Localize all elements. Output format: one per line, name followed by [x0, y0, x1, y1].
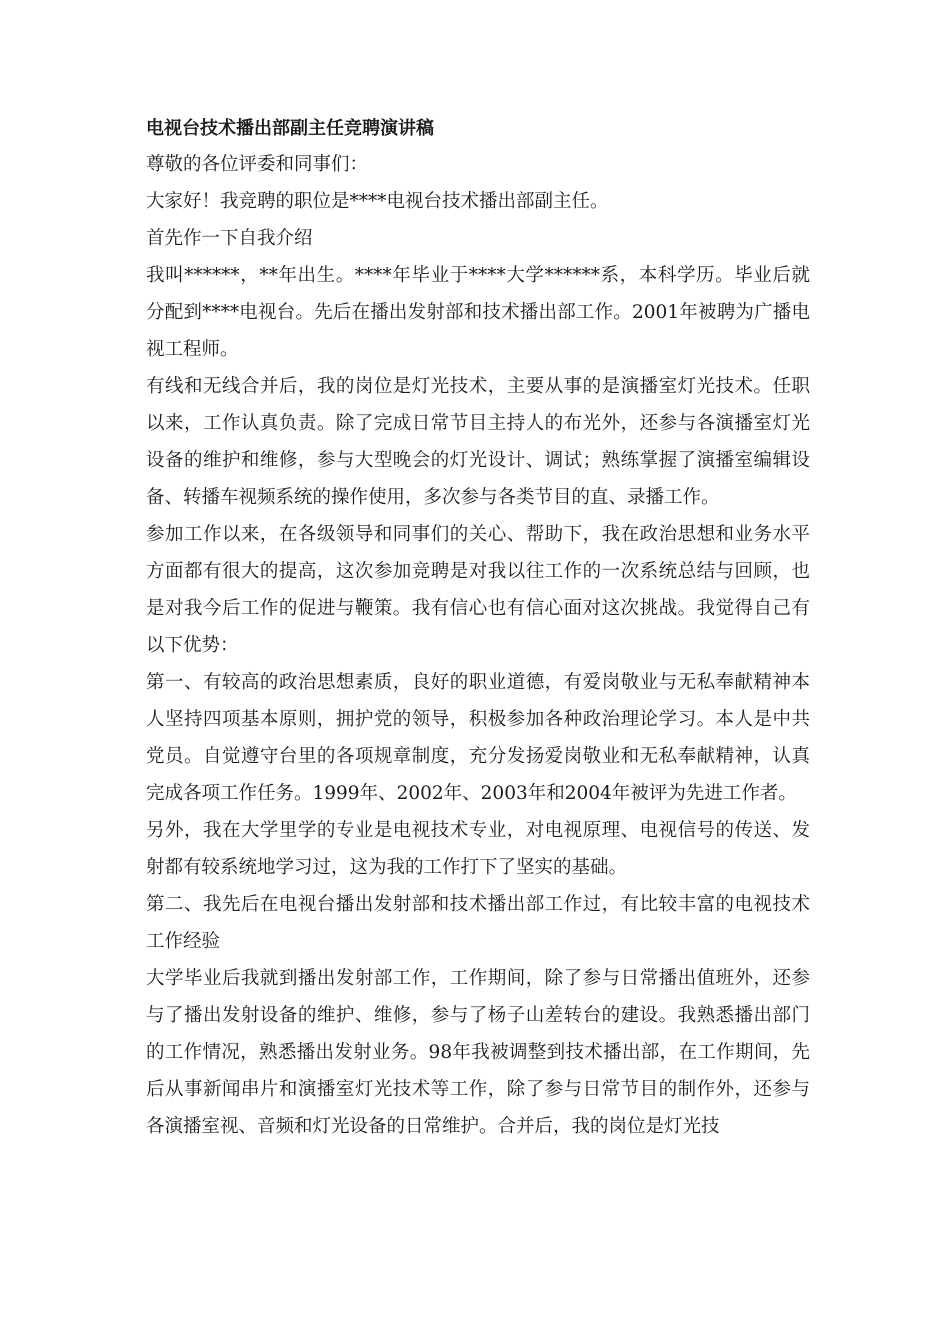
paragraph-advantage-one: 第一、有较高的政治思想素质，良好的职业道德，有爱岗敬业与无私奉献精神本人坚持四项基本原则，拥护党的领导，积极参加各种政治理论学习。本人是中共党员。自觉遵守台里的各项规章制度，充分发扬爱岗敬业和无私奉献精神，认真完成各项工作任务。1999年、2002年、2003年和2004年被评为先进工作者。 — [146, 672, 810, 804]
paragraph-intro-heading: 首先作一下自我介绍 — [146, 228, 313, 249]
paragraph-motivation: 参加工作以来，在各级领导和同事们的关心、帮助下，我在政治思想和业务水平方面都有很大的提高，这次参加竞聘是对我以往工作的一次系统总结与回顾，也是对我今后工作的促进与鞭策。我有信心也有信心面对这次挑战。我觉得自己有以下优势： — [146, 524, 810, 656]
paragraph-salutation: 尊敬的各位评委和同事们： — [146, 154, 369, 175]
document-title: 电视台技术播出部副主任竞聘演讲稿 — [146, 118, 434, 139]
paragraph-advantage-two: 第二、我先后在电视台播出发射部和技术播出部工作过，有比较丰富的电视技术工作经验 — [146, 894, 810, 952]
document-page — [146, 112, 810, 1145]
paragraph-education: 另外，我在大学里学的专业是电视技术专业，对电视原理、电视信号的传送、发射都有较系统地学习过，这为我的工作打下了坚实的基础。 — [146, 820, 810, 878]
paragraph-self-introduction: 我叫******，**年出生。****年毕业于****大学******系，本科学历。毕业后就分配到****电视台。先后在播出发射部和技术播出部工作。2001年被聘为广播电视工程师。 — [146, 265, 810, 360]
paragraph-greeting: 大家好！我竞聘的职位是****电视台技术播出部副主任。 — [146, 191, 609, 212]
paragraph-work-history: 大学毕业后我就到播出发射部工作，工作期间，除了参与日常播出值班外，还参与了播出发射设备的维护、维修，参与了杨子山差转台的建设。我熟悉播出部门的工作情况，熟悉播出发射业务。98年我被调整到技术播出部，在工作期间，先后从事新闻串片和演播室灯光技术等工作，除了参与日常节目的制作外，还参与各演播室视、音频和灯光设备的日常维护。合并后，我的岗位是灯光技 — [146, 968, 810, 1137]
paragraph-current-position: 有线和无线合并后，我的岗位是灯光技术，主要从事的是演播室灯光技术。任职以来，工作认真负责。除了完成日常节目主持人的布光外，还参与各演播室灯光设备的维护和维修，参与大型晚会的灯光设计、调试；熟练掌握了演播室编辑设备、转播车视频系统的操作使用，多次参与各类节目的直、录播工作。 — [146, 376, 810, 508]
